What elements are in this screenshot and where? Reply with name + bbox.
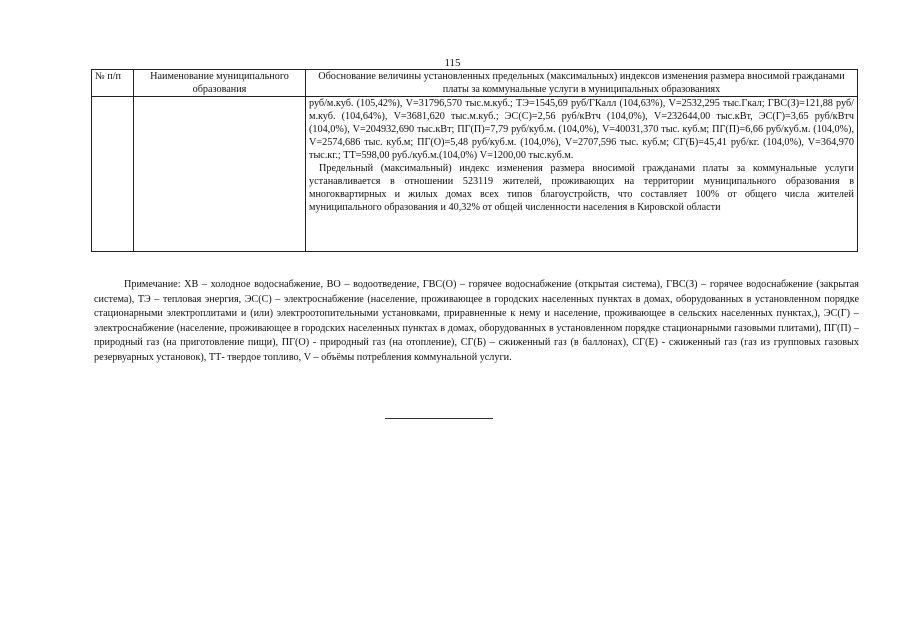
header-municipality: Наименование муниципального образования (134, 70, 306, 97)
closing-line (385, 418, 493, 419)
note-text: Примечание: ХВ – холодное водоснабжение, ВО – водоотведение, ГВС(О) – горячее водоснабжение (открытая система), ГВС(З) – горячее водоснабжение (закрытая система), ТЭ – тепловая энергия, ЭС(С) – электроснабжение (население, проживающее в городских населенных пунктах в домах, оборудованных в установленном порядке стационарными электроплитами и (или) электроотопительными установками, приравненные к нему и население, проживающее в сельских населенных пунктах,), ЭС(Г) – электроснабжение (население, проживающее в городских населенных пунктах в домах, оборудованных в установленном порядке стационарными газовыми плитами), ПГ(П) – природный газ (на приготовление пищи), ПГ(О) - природный газ (на отопление), СГ(Б) – сжиженный газ (в баллонах), СГ(Е) - сжиженный газ (газ из групповых газовых резервуарных установок), ТТ- твердое топливо, V – объёмы потребления коммунальной услуги. (94, 279, 859, 363)
table-row (92, 97, 858, 252)
index-justification-table (91, 69, 858, 252)
header-justification: Обоснование величины установленных предельных (максимальных) индексов изменения размера вносимой гражданами платы за коммунальные услуги в муниципальных образованиях (306, 70, 858, 97)
index-summary-text: Предельный (максимальный) индекс изменения размера вносимой гражданами платы за коммунальные услуги устанавливается в отношении 523119 жителей, проживающих на территории муниципального образования в многоквартирных и жилых домах всех типов благоустройств, что составляет 100% от общего числа жителей муниципального образования и 40,32% от общей численности населения в Кировской области (309, 163, 854, 213)
page-number: 115 (444, 57, 461, 69)
row-justification-cell (306, 97, 858, 252)
header-number: № п/п (92, 70, 134, 97)
footnote-abbreviations (94, 278, 859, 365)
table-header-row (92, 70, 858, 97)
row-number-cell (92, 97, 134, 252)
row-municipality-cell (134, 97, 306, 252)
tariff-values-text: руб/м.куб. (105,42%), V=31796,570 тыс.м.куб.; ТЭ=1545,69 руб/ГКалл (104,63%), V=2532,295 тыс.Гкал; ГВС(З)=121,88 руб/м.куб. (104,64%), V=3681,620 тыс.м.куб.; ЭС(С)=2,56 руб/кВтч (104,0%), V=232644,00 тыс.кВт, ЭС(Г)=3,65 руб/кВтч (104,0%), V=204932,690 тыс.кВт; ПГ(П)=7,79 руб/куб.м. (104,0%), V=40031,370 тыс. куб.м; ПГ(П)=6,66 руб/куб.м. (104,0%), V=2574,686 тыс. куб.м; ПГ(О)=5,48 руб/куб.м. (104,0%), V=2707,596 тыс. куб.м; СГ(Б)=45,41 руб/кг. (104,0%), V=364,970 тыс.кг.; ТТ=598,00 руб./куб.м.(104,0%) V=1200,00 тыс.куб.м. (309, 98, 854, 161)
note-indent (94, 279, 124, 290)
